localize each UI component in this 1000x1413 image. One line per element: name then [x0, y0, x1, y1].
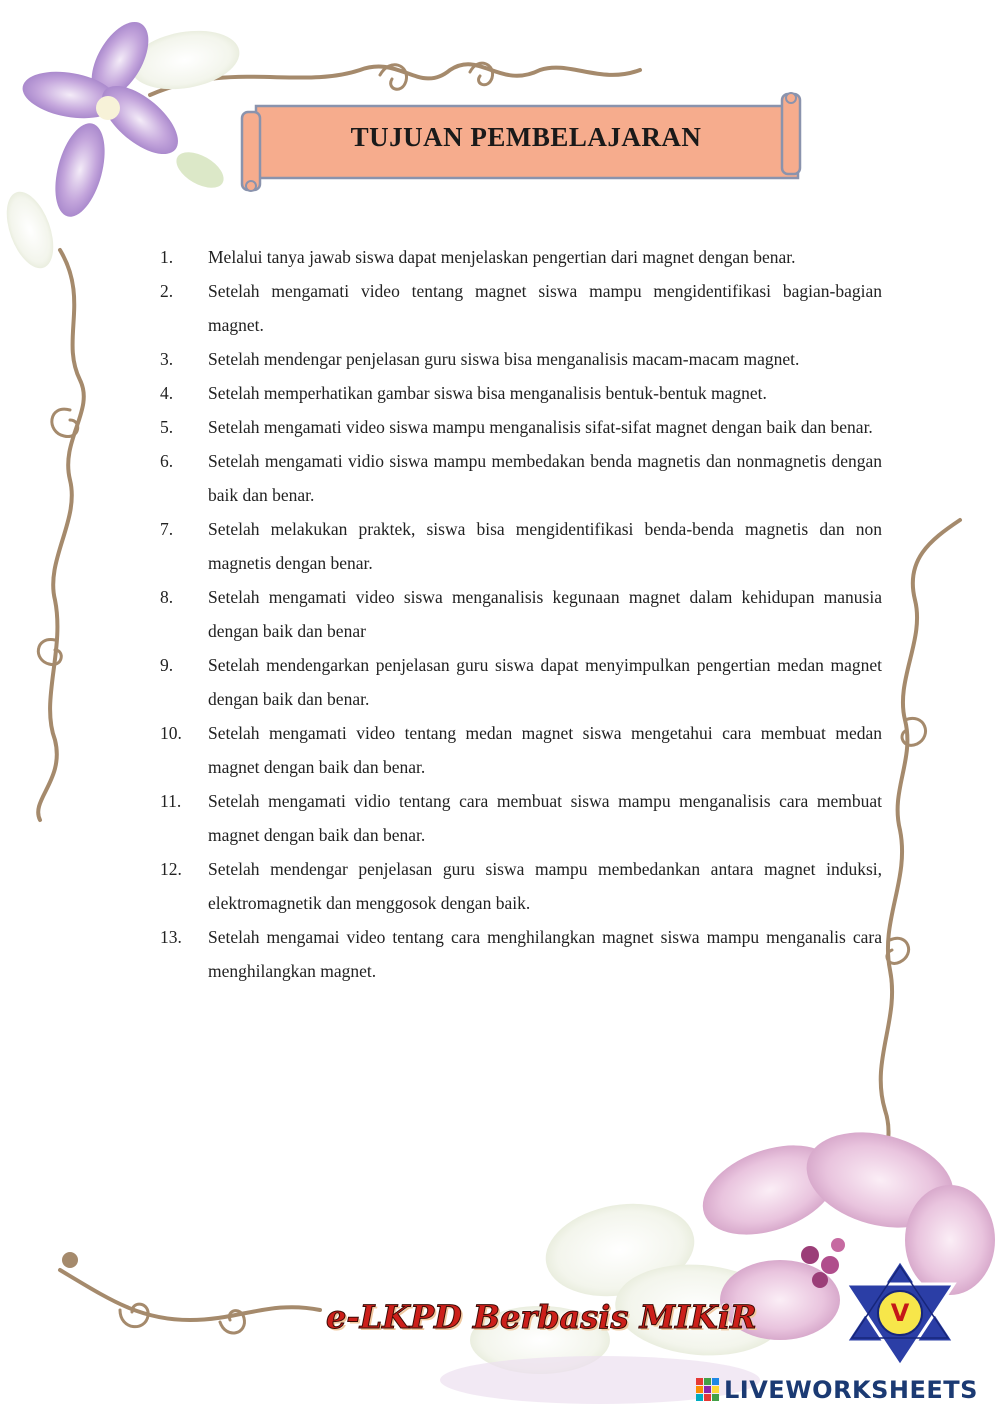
list-item [160, 784, 882, 852]
item-number: 4. [160, 383, 174, 403]
list-item [160, 512, 882, 580]
list-item [160, 716, 882, 784]
vine-right [881, 520, 960, 1180]
item-number: 6. [160, 451, 174, 471]
item-text: Setelah memperhatikan gambar siswa bisa menganalisis bentuk-bentuk magnet. [208, 383, 767, 403]
page-title: TUJUAN PEMBELAJARAN [350, 121, 702, 152]
lilac-flower-icon [0, 13, 244, 275]
item-text: Setelah mengamati vidio tentang cara membuat siswa mampu menganalisis cara membuat magnet dengan baik dan benar. [208, 791, 882, 845]
item-text: Setelah mengamati video siswa menganalisis kegunaan magnet dalam kehidupan manusia dengan baik dan benar [208, 587, 882, 641]
list-item [160, 580, 882, 648]
list-item [160, 410, 882, 444]
item-text: Setelah mengamati vidio siswa mampu membedakan benda magnetis dan nonmagnetis dengan baik dan benar. [208, 451, 882, 505]
liveworksheets-watermark: LIVEWORKSHEETS [724, 1376, 978, 1404]
list-item [160, 342, 882, 376]
list-item [160, 240, 882, 274]
item-text: Setelah mendengar penjelasan guru siswa bisa menganalisis macam-macam magnet. [208, 349, 800, 369]
list-item [160, 444, 882, 512]
item-text: Melalui tanya jawab siswa dapat menjelaskan pengertian dari magnet dengan benar. [208, 247, 796, 267]
item-text: Setelah mendengar penjelasan guru siswa mampu membedankan antara magnet induksi, elektromagnetik dan menggosok dengan baik. [208, 859, 882, 913]
item-number: 8. [160, 587, 174, 607]
item-text: Setelah mengamati video siswa mampu menganalisis sifat-sifat magnet dengan baik dan benar. [208, 417, 873, 437]
item-text: Setelah mendengarkan penjelasan guru siswa dapat menyimpulkan pengertian medan magnet dengan baik dan benar. [208, 655, 882, 709]
objectives-list [160, 240, 882, 988]
item-number: 7. [160, 519, 174, 539]
list-item [160, 648, 882, 716]
item-number: 11. [160, 791, 182, 811]
item-text: Setelah mengamati video tentang medan magnet siswa mengetahui cara membuat medan magnet dengan baik dan benar. [208, 723, 882, 777]
list-item [160, 274, 882, 342]
item-number: 9. [160, 655, 174, 675]
item-number: 12. [160, 859, 182, 879]
footer-brand: e-LKPD Berbasis MIKiR [326, 1298, 757, 1336]
item-number: 1. [160, 247, 174, 267]
item-number: 3. [160, 349, 174, 369]
item-text: Setelah mengamai video tentang cara menghilangkan magnet siswa mampu menganalis cara menghilangkan magnet. [208, 927, 882, 981]
list-item [160, 376, 882, 410]
item-text: Setelah melakukan praktek, siswa bisa mengidentifikasi benda-benda magnetis dan non magnetis dengan benar. [208, 519, 882, 573]
star-letter: V [890, 1299, 910, 1327]
item-number: 5. [160, 417, 174, 437]
item-text: Setelah mengamati video tentang magnet siswa mampu mengidentifikasi bagian-bagian magnet. [208, 281, 882, 335]
item-number: 13. [160, 927, 182, 947]
vine-bottom [60, 1252, 320, 1333]
list-item [160, 920, 882, 988]
item-number: 10. [160, 723, 182, 743]
list-item [160, 852, 882, 920]
item-number: 2. [160, 281, 174, 301]
vine-left [38, 250, 84, 820]
